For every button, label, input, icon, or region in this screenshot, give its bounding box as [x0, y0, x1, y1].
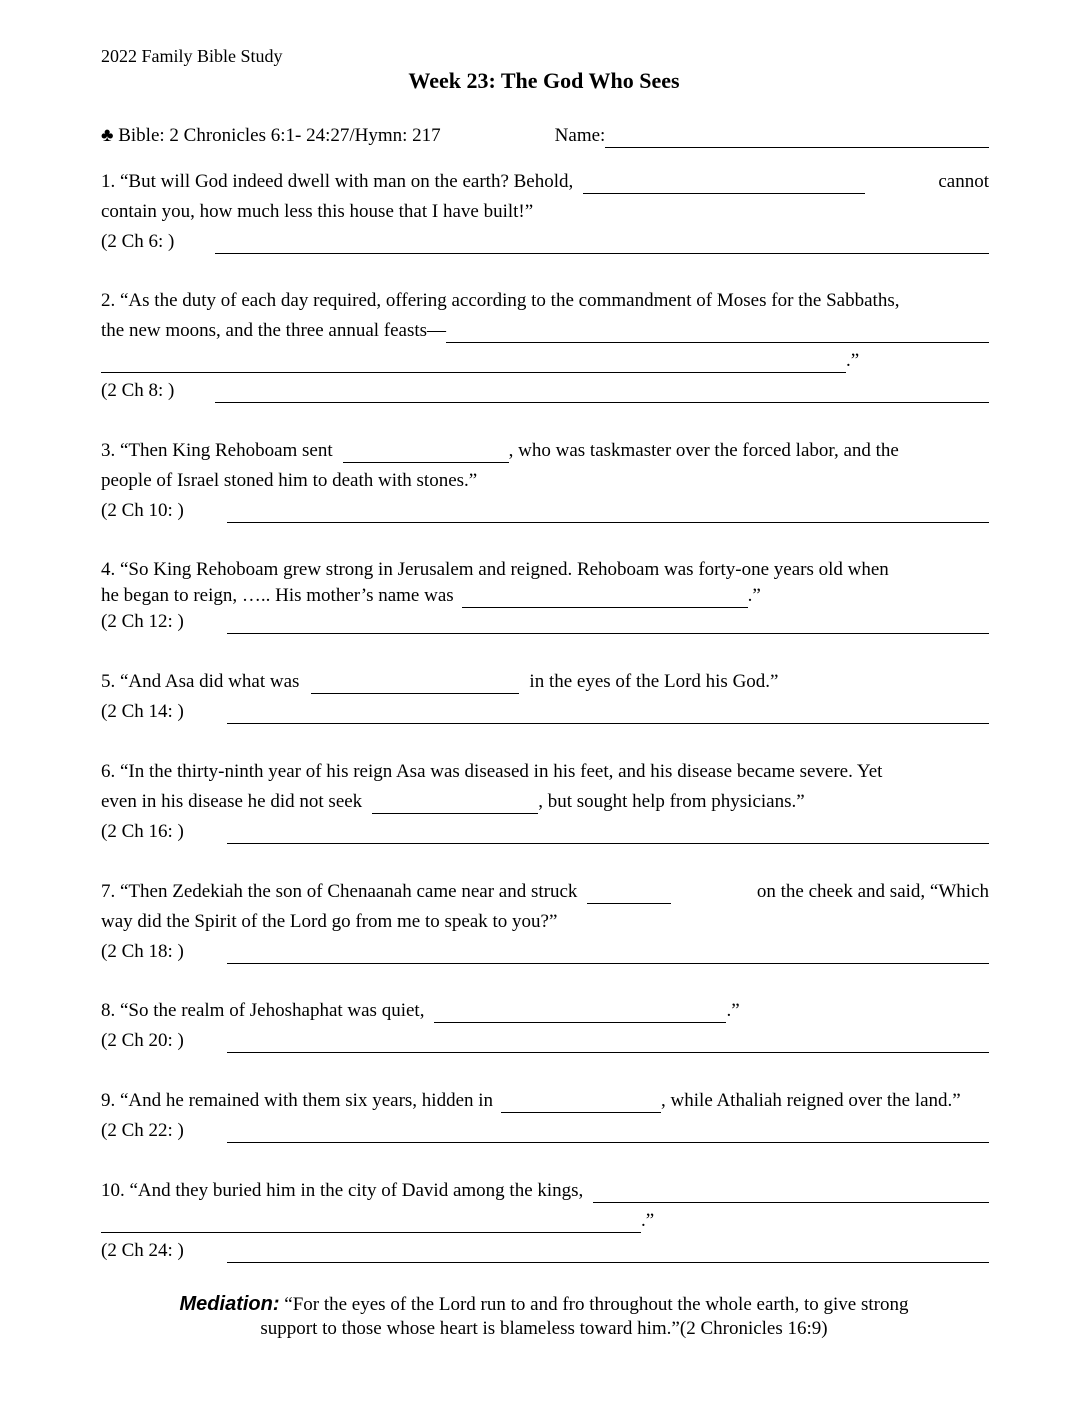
- verse-reference: (2 Ch 14: ): [101, 701, 184, 722]
- question-text: 10. “And they buried him in the city of David among the kings,: [101, 1180, 584, 1201]
- question-text: 4. “So King Rehoboam grew strong in Jerusalem and reigned. Rehoboam was forty-one years old when: [101, 559, 889, 580]
- question-text: 8. “So the realm of Jehoshaphat was quiet,: [101, 1000, 425, 1021]
- reference-line: [101, 820, 989, 844]
- reference-line: [101, 700, 989, 724]
- answer-blank[interactable]: [593, 1183, 989, 1203]
- verse-reference: (2 Ch 24: ): [101, 1240, 184, 1261]
- question-6: [101, 790, 989, 814]
- name-label: Name:: [554, 125, 606, 146]
- verse-reference: (2 Ch 12: ): [101, 611, 184, 632]
- verse-reference: (2 Ch 18: ): [101, 941, 184, 962]
- reference-line: [101, 940, 989, 964]
- answer-blank[interactable]: [311, 674, 519, 694]
- reading-line: [101, 124, 989, 148]
- question-text: he began to reign, ….. His mother’s name was: [101, 585, 454, 606]
- verse-reference: (2 Ch 8: ): [101, 380, 175, 401]
- verse-answer-line[interactable]: [227, 614, 989, 634]
- answer-blank[interactable]: [372, 794, 538, 814]
- meditation-verse: [0, 1292, 1088, 1341]
- meditation-text: support to those whose heart is blameless toward him.”(2 Chronicles 16:9): [260, 1318, 828, 1339]
- question-3: [101, 439, 989, 463]
- verse-answer-line[interactable]: [227, 704, 989, 724]
- question-2: [101, 319, 989, 343]
- verse-answer-line[interactable]: [227, 503, 989, 523]
- answer-blank[interactable]: [501, 1093, 661, 1113]
- question-text: 6. “In the thirty-ninth year of his reign Asa was diseased in his feet, and his disease became severe. Yet: [101, 761, 883, 782]
- page-title: Week 23: The God Who Sees: [408, 68, 680, 93]
- question-text: 5. “And Asa did what was: [101, 671, 300, 692]
- question-text: cannot: [938, 171, 989, 192]
- series-header: 2022 Family Bible Study: [101, 46, 283, 66]
- question-10-line2: [101, 1209, 989, 1233]
- reading-assignment: ♣ Bible: 2 Chronicles 6:1- 24:27/Hymn: 217: [101, 125, 441, 146]
- question-text: on the cheek and said, “Which: [756, 881, 989, 902]
- answer-blank[interactable]: [587, 884, 671, 904]
- question-5: [101, 670, 989, 694]
- question-text: , while Athaliah reigned over the land.”: [661, 1090, 961, 1111]
- answer-blank[interactable]: [343, 443, 509, 463]
- question-4: [101, 584, 989, 608]
- question-text: , but sought help from physicians.”: [538, 791, 805, 812]
- answer-blank[interactable]: [101, 353, 846, 373]
- question-10: [101, 1179, 989, 1203]
- reference-line: [101, 379, 989, 403]
- question-9: [101, 1089, 1001, 1113]
- question-text: contain you, how much less this house that I have built!”: [101, 201, 534, 222]
- question-7: [101, 880, 989, 904]
- question-2-line3: [101, 349, 989, 373]
- reference-line: [101, 499, 989, 523]
- question-text: .”: [641, 1210, 655, 1231]
- verse-answer-line[interactable]: [227, 1123, 989, 1143]
- question-text: even in his disease he did not seek: [101, 791, 363, 812]
- answer-blank[interactable]: [446, 323, 989, 343]
- answer-blank[interactable]: [101, 1213, 641, 1233]
- answer-blank[interactable]: [434, 1003, 726, 1023]
- verse-answer-line[interactable]: [227, 944, 989, 964]
- reference-line: [101, 1029, 989, 1053]
- verse-reference: (2 Ch 10: ): [101, 500, 184, 521]
- meditation-label: Mediation:: [179, 1293, 280, 1315]
- question-text: 2. “As the duty of each day required, offering according to the commandment of Moses for the Sabbaths,: [101, 290, 900, 311]
- question-text: , who was taskmaster over the forced labor, and the: [508, 440, 899, 461]
- verse-reference: (2 Ch 20: ): [101, 1030, 184, 1051]
- question-text: way did the Spirit of the Lord go from me to speak to you?”: [101, 911, 558, 932]
- verse-answer-line[interactable]: [227, 1033, 989, 1053]
- verse-answer-line[interactable]: [227, 824, 989, 844]
- reference-line: [101, 1239, 989, 1263]
- verse-reference: (2 Ch 22: ): [101, 1120, 184, 1141]
- verse-answer-line[interactable]: [227, 1243, 989, 1263]
- answer-blank[interactable]: [583, 174, 865, 194]
- question-8: [101, 999, 989, 1023]
- question-1: [101, 170, 989, 194]
- question-text: the new moons, and the three annual feasts—: [101, 320, 447, 341]
- answer-blank[interactable]: [462, 588, 748, 608]
- question-text: .”: [846, 350, 860, 371]
- question-text: 9. “And he remained with them six years, hidden in: [101, 1090, 494, 1111]
- question-text: 1. “But will God indeed dwell with man on the earth? Behold,: [101, 171, 574, 192]
- question-text: in the eyes of the Lord his God.”: [529, 671, 779, 692]
- reference-line: [101, 230, 989, 254]
- question-text: 7. “Then Zedekiah the son of Chenaanah came near and struck: [101, 881, 578, 902]
- verse-answer-line[interactable]: [215, 234, 989, 254]
- question-text: .”: [726, 1000, 740, 1021]
- verse-answer-line[interactable]: [215, 383, 989, 403]
- verse-reference: (2 Ch 6: ): [101, 231, 175, 252]
- question-text: 3. “Then King Rehoboam sent: [101, 440, 333, 461]
- meditation-text: “For the eyes of the Lord run to and fro throughout the whole earth, to give strong: [279, 1294, 909, 1315]
- question-text: people of Israel stoned him to death with stones.”: [101, 470, 478, 491]
- verse-reference: (2 Ch 16: ): [101, 821, 184, 842]
- reference-line: [101, 1119, 989, 1143]
- question-text: .”: [747, 585, 761, 606]
- reference-line: [101, 610, 989, 634]
- name-field[interactable]: [605, 128, 989, 148]
